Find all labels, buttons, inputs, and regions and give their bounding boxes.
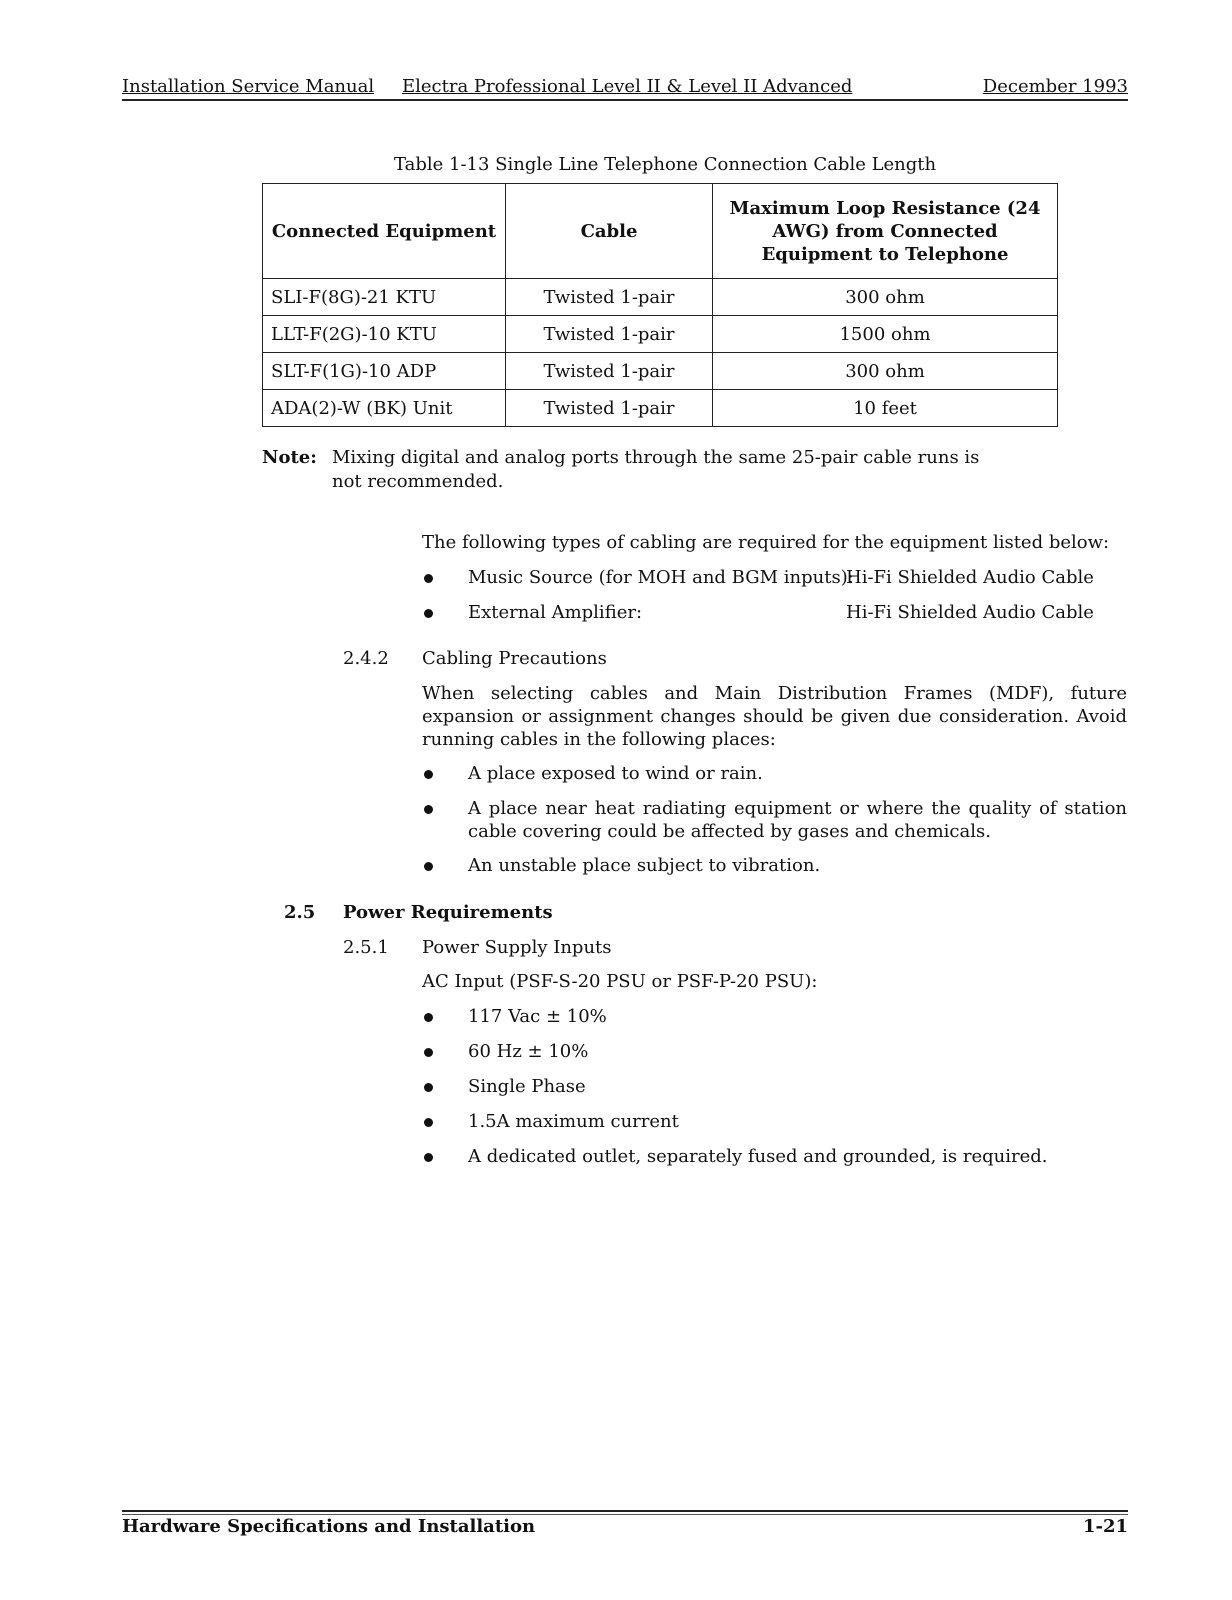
- cell-max-resistance: 300 ohm: [713, 279, 1058, 316]
- column-header-max-loop-resistance: Maximum Loop Resistance (24 AWG) from Connected Equipment to Telephone: [713, 184, 1058, 279]
- power-bullet: Single Phase: [468, 1076, 586, 1097]
- precaution-bullet: An unstable place subject to vibration.: [468, 855, 821, 876]
- power-bullet: 60 Hz ± 10%: [468, 1041, 589, 1062]
- cell-max-resistance: 300 ohm: [713, 353, 1058, 390]
- precaution-bullet: A place exposed to wind or rain.: [468, 763, 763, 784]
- cabling-types-intro: The following types of cabling are required for the equipment listed below:: [422, 532, 1110, 553]
- header-product-name: Electra Professional Level II & Level II Advanced: [402, 76, 853, 97]
- bullet-icon: [422, 1150, 436, 1164]
- bullet-icon: [422, 1010, 436, 1024]
- footer-rule-thin: [122, 1514, 1128, 1515]
- section-number-2-4-2: 2.4.2: [343, 648, 389, 669]
- column-header-equipment: Connected Equipment: [263, 184, 506, 279]
- note-text: Mixing digital and analog ports through the same 25-pair cable runs is not recommended.: [332, 447, 980, 492]
- cabling-precautions-paragraph: When selecting cables and Main Distribution Frames (MDF), future expansion or assignment changes should be given due consideration. Avoid running cables in the following places:: [422, 683, 1127, 750]
- cell-cable: Twisted 1-pair: [506, 390, 713, 427]
- section-title-cabling-precautions: Cabling Precautions: [422, 648, 607, 669]
- column-header-cable: Cable: [506, 184, 713, 279]
- section-title-power-requirements: Power Requirements: [343, 902, 553, 923]
- cell-equipment: SLI-F(8G)-21 KTU: [263, 279, 506, 316]
- bullet-icon: [422, 1080, 436, 1094]
- cell-equipment: SLT-F(1G)-10 ADP: [263, 353, 506, 390]
- cable-length-table: [262, 183, 1058, 427]
- bullet-icon: [422, 859, 436, 873]
- bullet-icon: [422, 802, 436, 816]
- header-manual-title: Installation Service Manual: [122, 76, 375, 97]
- page-header: [122, 76, 1128, 100]
- section-title-power-supply-inputs: Power Supply Inputs: [422, 937, 612, 958]
- cell-cable: Twisted 1-pair: [506, 316, 713, 353]
- table-row: [263, 353, 1058, 390]
- table-row: [263, 390, 1058, 427]
- precaution-bullet: A place near heat radiating equipment or where the quality of station cable covering could be affected by gases and chemicals.: [468, 798, 1127, 842]
- cell-cable: Twisted 1-pair: [506, 353, 713, 390]
- cabling-item-value: Hi-Fi Shielded Audio Cable: [846, 602, 1094, 623]
- cabling-item-value: Hi-Fi Shielded Audio Cable: [846, 567, 1094, 588]
- cell-equipment: ADA(2)-W (BK) Unit: [263, 390, 506, 427]
- cell-equipment: LLT-F(2G)-10 KTU: [263, 316, 506, 353]
- footer-chapter-title: Hardware Specifications and Installation: [122, 1516, 536, 1537]
- section-number-2-5: 2.5: [284, 902, 316, 923]
- power-bullet: 117 Vac ± 10%: [468, 1006, 607, 1027]
- power-bullet: 1.5A maximum current: [468, 1111, 679, 1132]
- cell-max-resistance: 1500 ohm: [713, 316, 1058, 353]
- cell-cable: Twisted 1-pair: [506, 279, 713, 316]
- note-label: Note:: [262, 447, 317, 468]
- power-bullet: A dedicated outlet, separately fused and grounded, is required.: [468, 1146, 1048, 1167]
- page-footer: [122, 1516, 1128, 1540]
- header-date: December 1993: [982, 76, 1128, 97]
- bullet-icon: [422, 571, 436, 585]
- footer-page-number: 1-21: [1082, 1516, 1128, 1537]
- section-number-2-5-1: 2.5.1: [343, 937, 389, 958]
- table-caption: Table 1-13 Single Line Telephone Connection Cable Length: [394, 154, 937, 175]
- cell-max-resistance: 10 feet: [713, 390, 1058, 427]
- bullet-icon: [422, 767, 436, 781]
- cabling-item-label: External Amplifier:: [468, 602, 643, 623]
- header-rule: [122, 99, 1128, 101]
- cabling-item-label: Music Source (for MOH and BGM inputs):: [468, 567, 854, 588]
- bullet-icon: [422, 606, 436, 620]
- table-header-row: [263, 184, 1058, 279]
- table-row: [263, 316, 1058, 353]
- ac-input-intro: AC Input (PSF-S-20 PSU or PSF-P-20 PSU):: [422, 971, 818, 992]
- bullet-icon: [422, 1115, 436, 1129]
- bullet-icon: [422, 1045, 436, 1059]
- table-row: [263, 279, 1058, 316]
- footer-rule: [122, 1510, 1128, 1512]
